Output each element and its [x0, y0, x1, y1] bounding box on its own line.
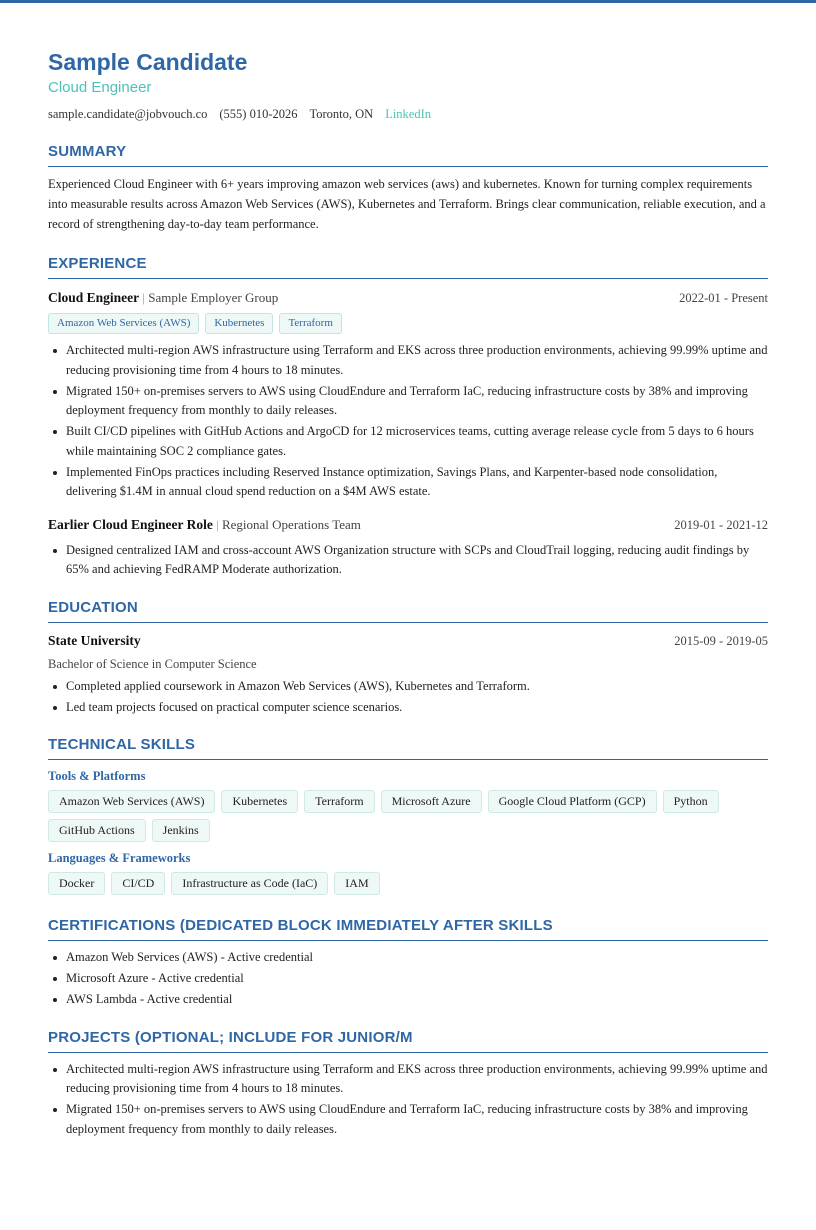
skill-chip: IAM: [334, 872, 379, 895]
job-bullets: [48, 541, 768, 580]
job-dates: 2019-01 - 2021-12: [674, 517, 768, 532]
contact-phone: (555) 010-2026: [219, 107, 298, 121]
skills-heading: TECHNICAL SKILLS: [48, 736, 768, 760]
job-title: Earlier Cloud Engineer Role: [48, 516, 213, 532]
job-header: [48, 289, 768, 307]
job-tag: Terraform: [279, 313, 341, 334]
job-entry: [48, 516, 768, 580]
project-item: Architected multi-region AWS infrastructure using Terraform and EKS across three production environments, achieving 99.99% uptime and reducing provisioning time from 4 hours to 18 minutes.: [48, 1060, 768, 1099]
projects-heading: PROJECTS (OPTIONAL; INCLUDE FOR JUNIOR/M: [48, 1029, 768, 1053]
job-employer: Sample Employer Group: [148, 290, 279, 305]
education-bullets: [48, 677, 768, 718]
summary-section: [48, 143, 768, 234]
job-separator: |: [216, 516, 219, 532]
job-header: [48, 516, 768, 534]
skill-group-label: Tools & Platforms: [48, 769, 146, 783]
job-bullet: Implemented FinOps practices including Reserved Instance optimization, Savings Plans, and Karpenter-based node consolidation, delivering $1.4M in annual cloud spend reduction on a $4M AWS estate.: [48, 463, 768, 502]
contact-line: [48, 106, 768, 122]
linkedin-link[interactable]: LinkedIn: [385, 107, 432, 121]
education-header: [48, 632, 768, 650]
education-heading: EDUCATION: [48, 599, 768, 623]
job-separator: |: [142, 290, 145, 305]
certification-list: [48, 948, 768, 1010]
certification-item: AWS Lambda - Active credential: [48, 990, 768, 1010]
certifications-heading: CERTIFICATIONS (DEDICATED BLOCK IMMEDIATELY AFTER SKILLS: [48, 917, 768, 941]
job-tags: [48, 313, 768, 334]
skill-chips: [48, 790, 768, 842]
summary-heading: SUMMARY: [48, 143, 768, 167]
skill-chip: Microsoft Azure: [381, 790, 482, 813]
experience-heading: EXPERIENCE: [48, 255, 768, 279]
skill-chips: [48, 872, 768, 895]
contact-location: Toronto, ON: [309, 107, 374, 121]
candidate-role: Cloud Engineer: [48, 79, 152, 96]
job-employer: Regional Operations Team: [221, 516, 361, 532]
contact-email[interactable]: sample.candidate@jobvouch.co: [48, 107, 208, 121]
resume-header: [48, 48, 768, 122]
top-accent-bar: [0, 0, 816, 3]
skill-chip: Python: [663, 790, 719, 813]
degree: Bachelor of Science in Computer Science: [48, 656, 257, 671]
skill-group-label: Languages & Frameworks: [48, 851, 191, 865]
education-dates: 2015-09 - 2019-05: [674, 633, 768, 648]
project-item: Migrated 150+ on-premises servers to AWS using CloudEndure and Terraform IaC, reducing infrastructure costs by 38% and improving deployment frequency from monthly to daily releases.: [48, 1100, 768, 1139]
certification-item: Microsoft Azure - Active credential: [48, 969, 768, 989]
job-bullet: Built CI/CD pipelines with GitHub Actions and ArgoCD for 12 microservices teams, cutting average release cycle from 5 days to 6 hours while maintaining SOC 2 compliance gates.: [48, 422, 768, 461]
skill-chip: CI/CD: [111, 872, 165, 895]
skill-chip: GitHub Actions: [48, 819, 146, 842]
skill-chip: Jenkins: [152, 819, 210, 842]
skill-chip: Infrastructure as Code (IaC): [171, 872, 328, 895]
skills-section: [48, 736, 768, 895]
education-section: [48, 599, 768, 718]
school-name: State University: [48, 632, 141, 648]
skill-chip: Kubernetes: [221, 790, 298, 813]
job-title: Cloud Engineer: [48, 290, 140, 305]
skill-chip: Docker: [48, 872, 105, 895]
job-tag: Kubernetes: [205, 313, 273, 334]
skill-chip: Amazon Web Services (AWS): [48, 790, 215, 813]
projects-section: [48, 1029, 768, 1140]
certifications-section: [48, 917, 768, 1010]
project-list: [48, 1060, 768, 1140]
resume-page: [48, 48, 768, 1141]
job-tag: Amazon Web Services (AWS): [48, 313, 199, 334]
job-bullet: Designed centralized IAM and cross-account AWS Organization structure with SCPs and CloudTrail logging, reducing audit findings by 65% and achieving FedRAMP Moderate authorization.: [48, 541, 768, 580]
skill-chip: Terraform: [304, 790, 374, 813]
certification-item: Amazon Web Services (AWS) - Active credential: [48, 948, 768, 968]
education-bullet: Led team projects focused on practical computer science scenarios.: [48, 698, 768, 718]
skill-chip: Google Cloud Platform (GCP): [488, 790, 657, 813]
job-bullet: Architected multi-region AWS infrastructure using Terraform and EKS across three production environments, achieving 99.99% uptime and reducing provisioning time from 4 hours to 18 minutes.: [48, 341, 768, 380]
candidate-name: Sample Candidate: [48, 49, 248, 75]
experience-section: [48, 255, 768, 580]
job-bullet: Migrated 150+ on-premises servers to AWS using CloudEndure and Terraform IaC, reducing infrastructure costs by 38% and improving deployment frequency from monthly to daily releases.: [48, 382, 768, 421]
education-bullet: Completed applied coursework in Amazon Web Services (AWS), Kubernetes and Terraform.: [48, 677, 768, 697]
job-dates: 2022-01 - Present: [679, 291, 768, 305]
job-entry: [48, 289, 768, 502]
job-bullets: [48, 341, 768, 502]
summary-text: Experienced Cloud Engineer with 6+ years improving amazon web services (aws) and kubernetes. Known for turning complex requirements into measurable results across Amazon Web Services (AWS), Kubernetes and Terraform. Brings clear communication, reliable execution, and a record of strengthening day-to-day team performance.: [48, 177, 766, 231]
